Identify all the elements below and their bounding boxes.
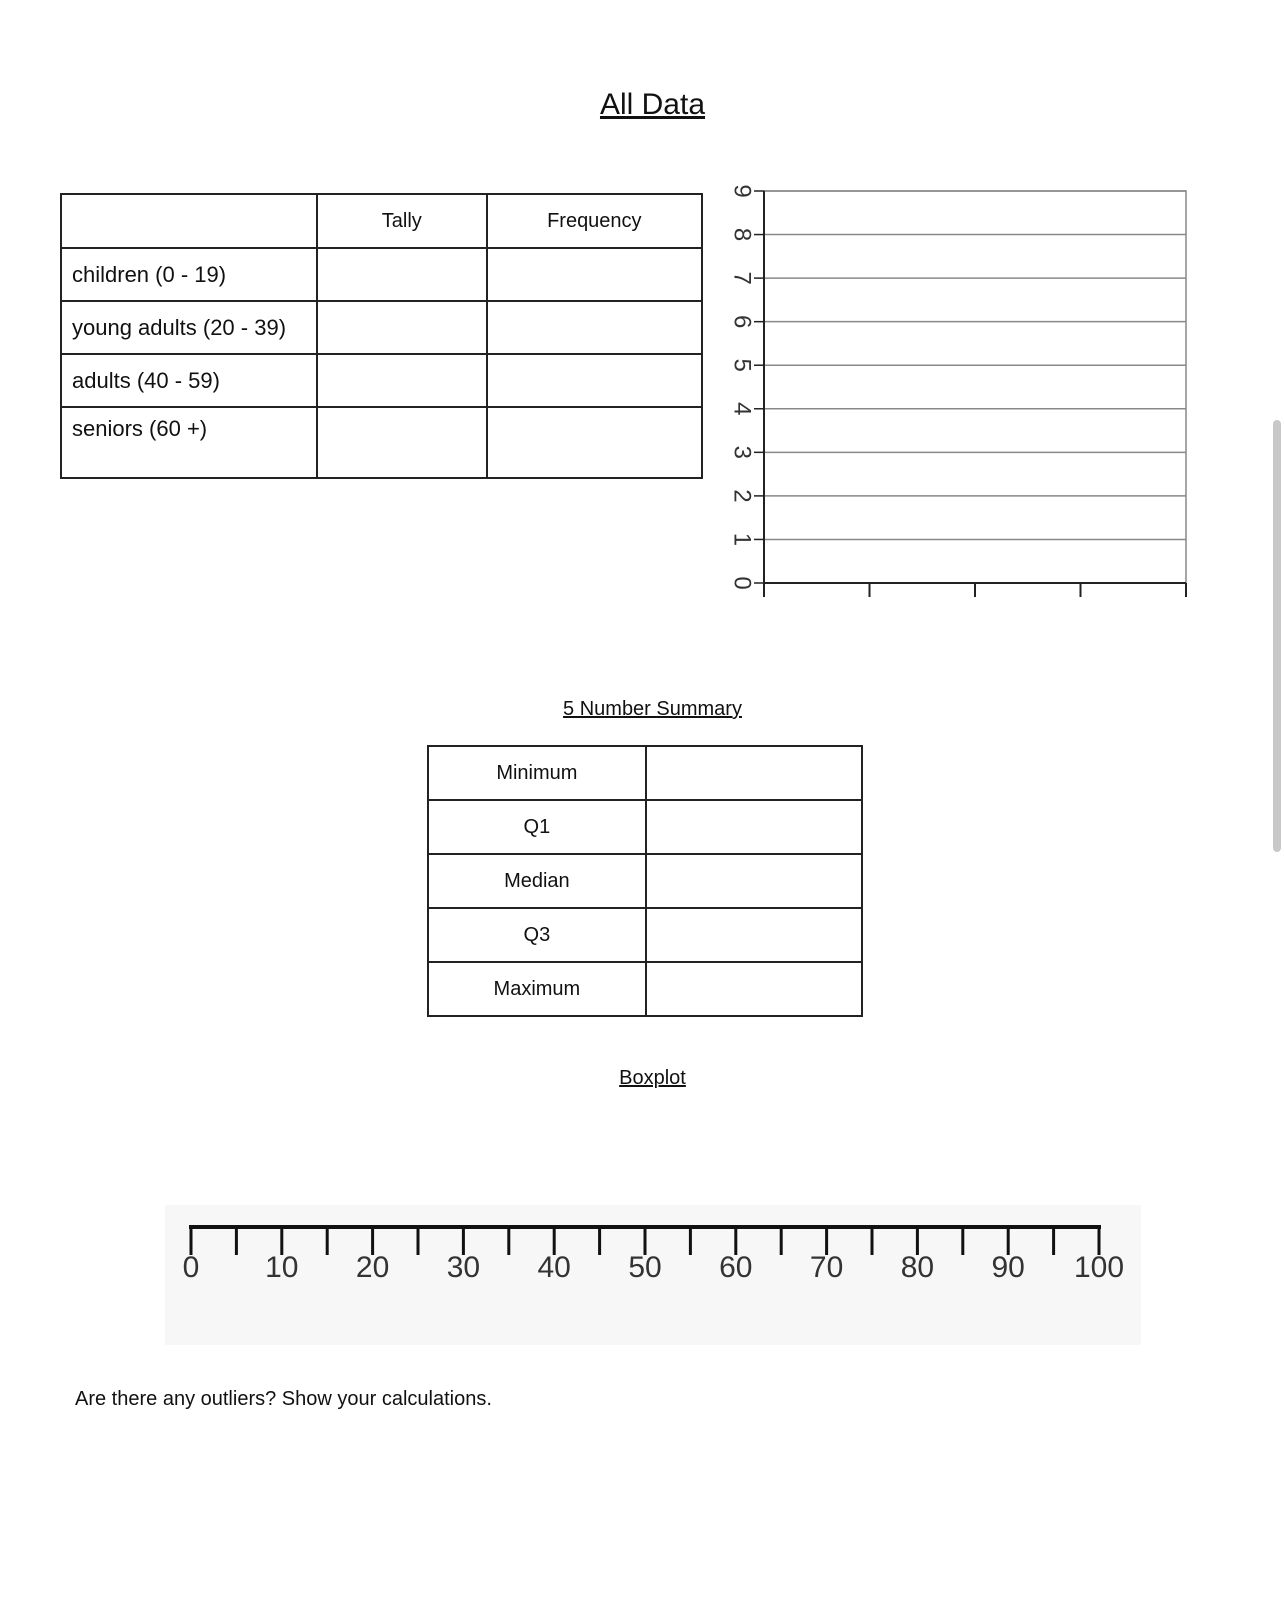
tally-cell[interactable] (317, 248, 487, 301)
number-line-label: 90 (991, 1251, 1025, 1284)
y-tick-label: 5 (728, 358, 756, 372)
page-title: All Data (599, 88, 706, 121)
number-line-label: 60 (719, 1251, 753, 1284)
row-label: seniors (60 +) (61, 407, 317, 478)
frequency-table (60, 193, 703, 479)
number-line-label: 80 (900, 1251, 935, 1284)
y-tick-label: 9 (728, 184, 756, 198)
summary-value[interactable] (646, 746, 862, 800)
table-row (61, 301, 702, 354)
header-tally: Tally (317, 194, 487, 248)
table-row (428, 908, 862, 962)
boxplot-title: Boxplot (619, 1067, 686, 1089)
summary-label: Q3 (428, 908, 646, 962)
frequency-cell[interactable] (487, 248, 702, 301)
summary-value[interactable] (646, 962, 862, 1016)
number-line-label: 70 (809, 1251, 844, 1284)
number-line-label: 10 (265, 1251, 299, 1284)
outliers-question: Are there any outliers? Show your calculations. (75, 1388, 492, 1410)
table-row (61, 407, 702, 478)
y-tick-label: 7 (728, 271, 756, 285)
table-row (428, 746, 862, 800)
blank-bar-chart (716, 170, 1196, 610)
frequency-cell[interactable] (487, 407, 702, 478)
y-tick-label: 6 (728, 314, 756, 329)
y-tick-label: 1 (728, 532, 756, 547)
table-row (428, 800, 862, 854)
table-row (61, 248, 702, 301)
summary-label: Q1 (428, 800, 646, 854)
summary-label: Median (428, 854, 646, 908)
summary-label: Minimum (428, 746, 646, 800)
summary-value[interactable] (646, 908, 862, 962)
header-cell (61, 194, 317, 248)
tally-cell[interactable] (317, 407, 487, 478)
number-line-label: 0 (182, 1251, 200, 1284)
table-row (61, 354, 702, 407)
boxplot-number-line (165, 1205, 1141, 1345)
tally-cell[interactable] (317, 301, 487, 354)
header-frequency: Frequency (487, 194, 702, 248)
y-tick-label: 3 (728, 445, 756, 460)
number-line-label: 100 (1073, 1251, 1125, 1284)
summary-title: 5 Number Summary (563, 698, 742, 720)
summary-value[interactable] (646, 854, 862, 908)
frequency-cell[interactable] (487, 354, 702, 407)
row-label: young adults (20 - 39) (61, 301, 317, 354)
y-tick-label: 8 (728, 227, 756, 242)
y-tick-label: 0 (728, 576, 756, 590)
summary-label: Maximum (428, 962, 646, 1016)
row-label: adults (40 - 59) (61, 354, 317, 407)
row-label: children (0 - 19) (61, 248, 317, 301)
summary-value[interactable] (646, 800, 862, 854)
y-tick-label: 4 (728, 402, 756, 416)
number-line-label: 50 (628, 1251, 662, 1284)
number-line-label: 20 (355, 1251, 390, 1284)
frequency-cell[interactable] (487, 301, 702, 354)
number-line-label: 40 (537, 1251, 571, 1284)
table-row (428, 962, 862, 1016)
table-row (428, 854, 862, 908)
plot-area (764, 191, 1186, 583)
number-line-label: 30 (446, 1251, 481, 1284)
table-header-row (61, 194, 702, 248)
five-number-summary-table (427, 745, 863, 1017)
tally-cell[interactable] (317, 354, 487, 407)
vertical-scrollbar[interactable] (1273, 420, 1281, 852)
y-tick-label: 2 (728, 489, 756, 503)
